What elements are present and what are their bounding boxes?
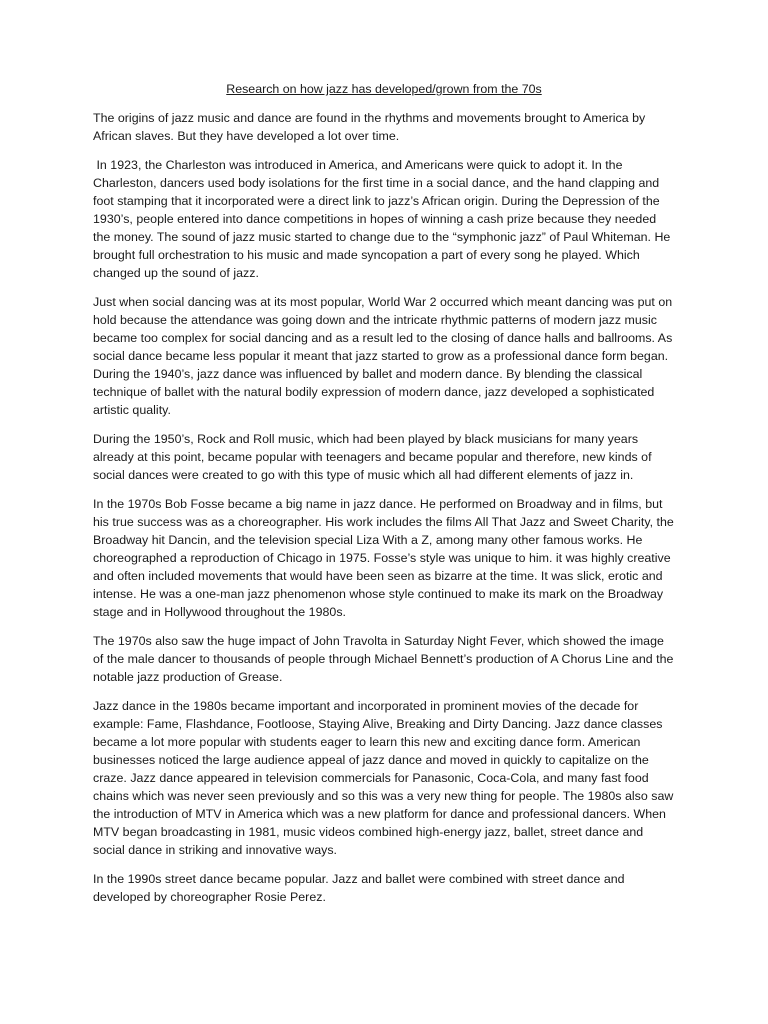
paragraph-1950s: During the 1950’s, Rock and Roll music, which had been played by black musicians for many years already at this point, became popular with teenagers and became popular and therefore, new kinds of social dances were created to go with this type of music which all had different elements of jazz in.: [93, 432, 652, 482]
paragraph-bob-fosse: In the 1970s Bob Fosse became a big name in jazz dance. He performed on Broadway and in films, but his true success was as a choreographer. His work includes the films All That Jazz and Sweet Charity, the Broadway hit Dancin, and the television special Liza With a Z, among many other famous works. He choreographed a reproduction of Chicago in 1975. Fosse’s style was unique to him. it was highly creative and often included movements that would have been seen as bizarre at the time. It was slick, erotic and intense. He was a one-man jazz phenomenon whose style continued to make its mark on the Broadway stage and in Hollywood throughout the 1980s.: [93, 497, 674, 619]
paragraph-travolta: The 1970s also saw the huge impact of John Travolta in Saturday Night Fever, which showed the image of the male dancer to thousands of people through Michael Bennett’s production of A Chorus Line and the notable jazz production of Grease.: [93, 634, 674, 684]
paragraph-1980s: Jazz dance in the 1980s became important and incorporated in prominent movies of the decade for example: Fame, Flashdance, Footloose, Staying Alive, Breaking and Dirty Dancing. Jazz dance classes became a lot more popular with students eager to learn this new and exciting dance form. American businesses noticed the large audience appeal of jazz dance and moved in quickly to capitalize on the craze. Jazz dance appeared in television commercials for Panasonic, Coca-Cola, and many fast food chains which was never seen previously and so this was a very new thing for people. The 1980s also saw the introduction of MTV in America which was a new platform for dance and professional dancers. When MTV began broadcasting in 1981, music videos combined high-energy jazz, ballet, street dance and social dance in striking and innovative ways.: [93, 699, 674, 857]
paragraph-origins: The origins of jazz music and dance are found in the rhythms and movements brought to America by African slaves. But they have developed a lot over time.: [93, 111, 646, 143]
paragraph-charleston: In 1923, the Charleston was introduced in America, and Americans were quick to adopt it. In the Charleston, dancers used body isolations for the first time in a social dance, and the hand clapping and foot stamping that it incorporated were a direct link to jazz’s African origin. During the Depression of the 1930’s, people entered into dance competitions in hopes of winning a cash prize because they needed the money. The sound of jazz music started to change due to the “symphonic jazz” of Paul Whiteman. He brought full orchestration to his music and made syncopation a part of every song he played. Which changed up the sound of jazz.: [93, 158, 671, 280]
document-page: [93, 80, 675, 917]
paragraph-1990s: In the 1990s street dance became popular. Jazz and ballet were combined with street dance and developed by choreographer Rosie Perez.: [93, 872, 625, 904]
paragraph-world-war-2: Just when social dancing was at its most popular, World War 2 occurred which meant dancing was put on hold because the attendance was going down and the intricate rhythmic patterns of modern jazz music became too complex for social dancing and as a result led to the closing of dance halls and ballrooms. As social dance became less popular it meant that jazz started to grow as a professional dance form began. During the 1940’s, jazz dance was influenced by ballet and modern dance. By blending the classical technique of ballet with the natural bodily expression of modern dance, jazz developed a sophisticated artistic quality.: [93, 295, 673, 417]
document-title: Research on how jazz has developed/grown from the 70s: [226, 82, 542, 96]
